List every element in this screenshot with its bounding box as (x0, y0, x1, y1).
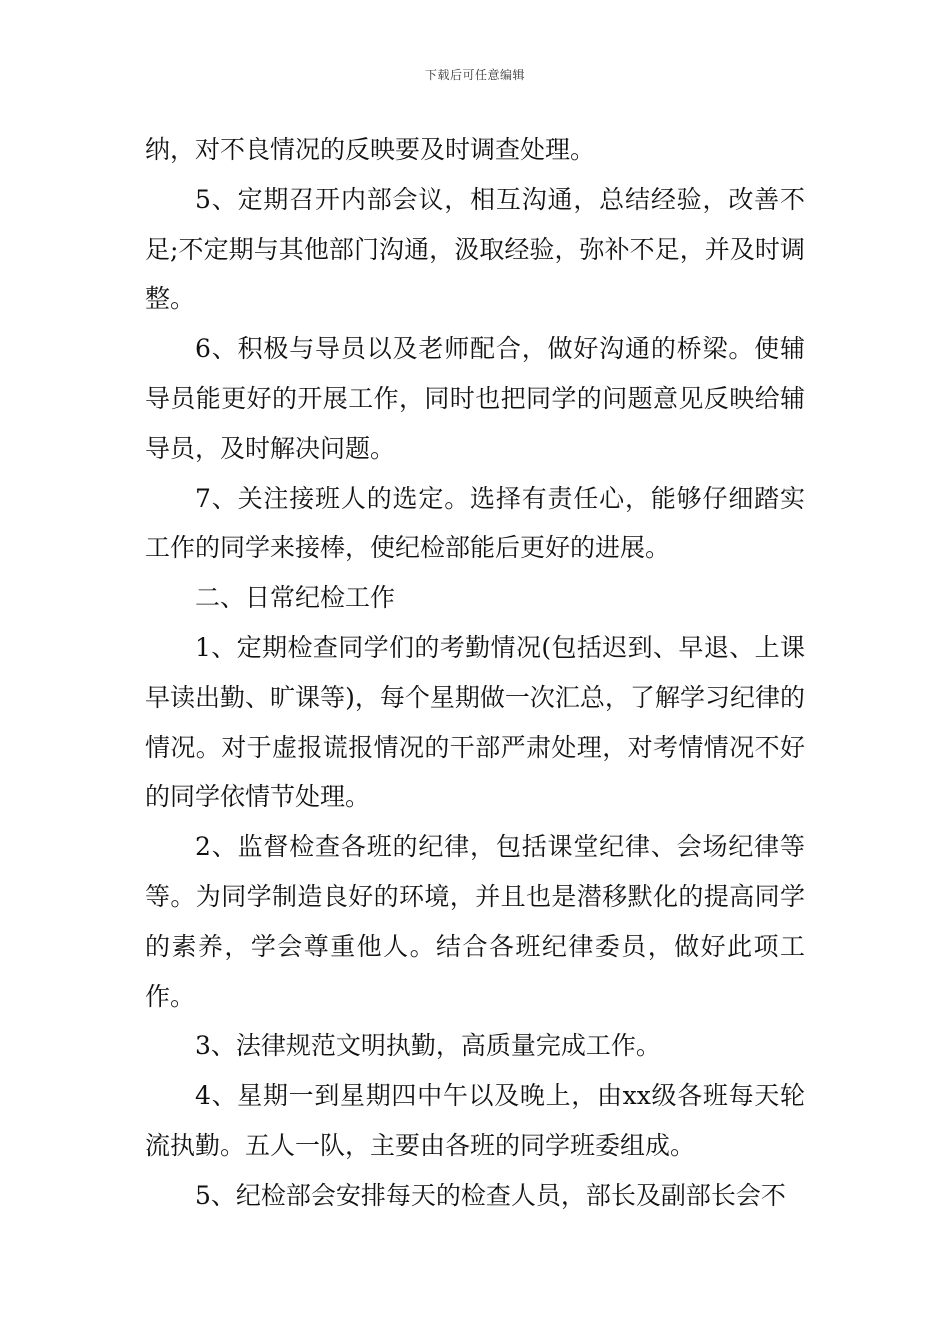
paragraph-item-2-discipline: 2、监督检查各班的纪律，包括课堂纪律、会场纪律等等。为同学制造良好的环境，并且也是潜移默化的提高同学的素养，学会尊重他人。结合各班纪律委员，做好此项工作。 (145, 832, 805, 1011)
paragraph-item-1-attendance: 1、定期检查同学们的考勤情况(包括迟到、早退、上课早读出勤、旷课等)，每个星期做一次汇总，了解学习纪律的情况。对于虚报谎报情况的干部严肃处理，对考情情况不好的同学依情节处理。 (145, 632, 805, 812)
paragraph-item-5-meetings: 5、定期召开内部会议，相互沟通，总结经验，改善不足;不定期与其他部门沟通，汲取经验，弥补不足，并及时调整。 (145, 184, 805, 314)
paragraph-item-3-duty: 3、法律规范文明执勤，高质量完成工作。 (195, 1031, 661, 1061)
document-body (145, 125, 805, 1221)
section-heading-daily-work: 二、日常纪检工作 (195, 583, 396, 613)
paragraph-item-4-rotation: 4、星期一到星期四中午以及晚上，由xx级各班每天轮流执勤。五人一队，主要由各班的同学班委组成。 (145, 1081, 805, 1160)
header-note: 下载后可任意编辑 (424, 68, 525, 82)
paragraph-item-6-cooperation: 6、积极与导员以及老师配合，做好沟通的桥梁。使辅导员能更好的开展工作，同时也把同学的问题意见反映给辅导员，及时解决问题。 (145, 334, 805, 463)
page-header (0, 66, 950, 83)
paragraph-item-5-inspection: 5、纪检部会安排每天的检查人员，部长及副部长会不 (195, 1180, 786, 1210)
paragraph-item-7-successor: 7、关注接班人的选定。选择有责任心，能够仔细踏实工作的同学来接棒，使纪检部能后更好的进展。 (145, 483, 805, 563)
paragraph-continuation: 纳，对不良情况的反映要及时调查处理。 (145, 135, 596, 164)
